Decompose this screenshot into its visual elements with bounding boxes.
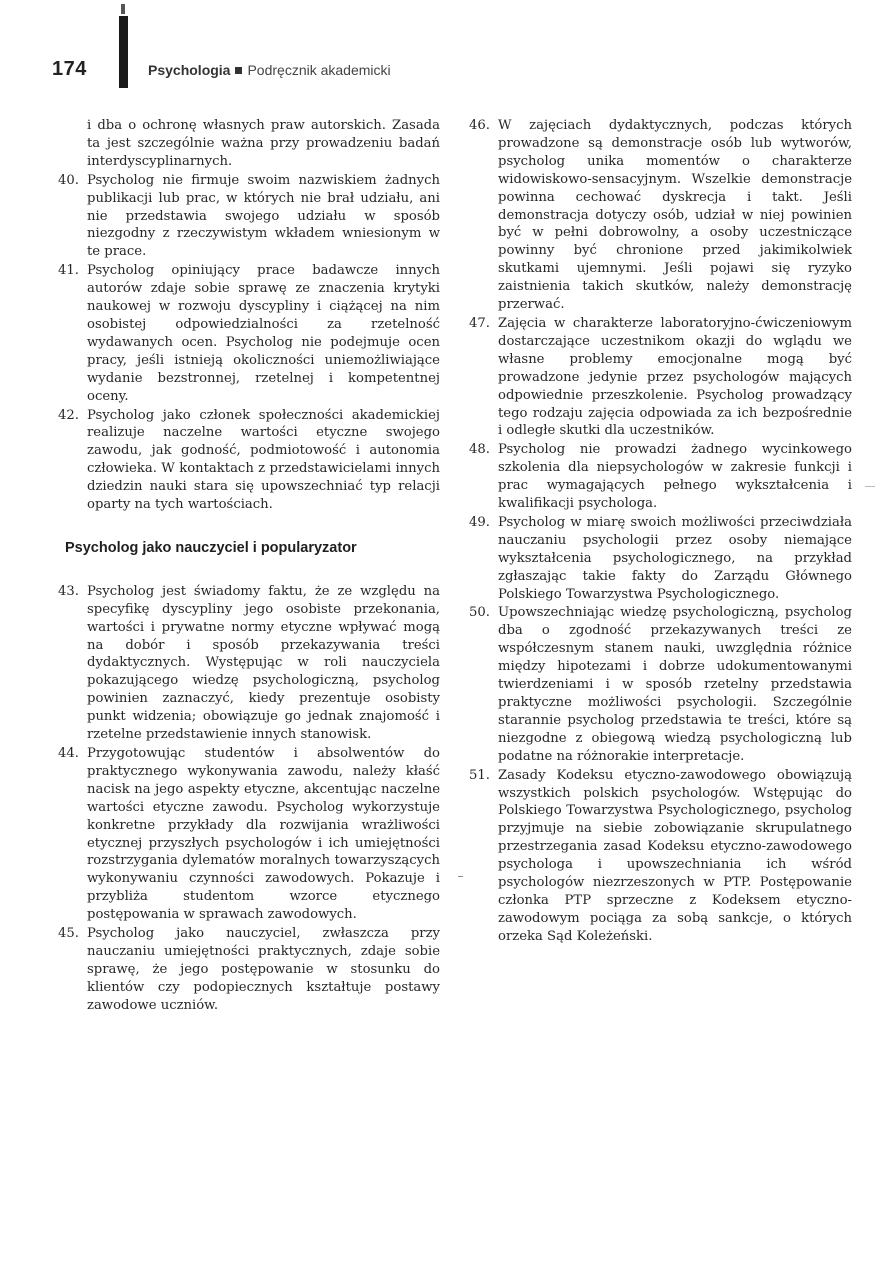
item-text: Psycholog jako członek społeczności akademickiej realizuje naczelne wartości etyczne swojego zawodu, jak godność, podmiotowość i autonomia człowieka. W kontaktach z przedstawicielami innych dziedzin nauki stara się upowszechniać typ relacji oparty na tych wartościach.	[87, 407, 440, 513]
list-item	[469, 767, 852, 946]
item-number: 45.	[58, 926, 79, 942]
item-number: 42.	[58, 407, 79, 423]
item-text: Przygotowując studentów i absolwentów do praktycznego wykonywania zawodu, należy kłaść nacisk na jego aspekty etyczne, akcentując naczelne wartości etyczne zawodu. Psycholog wykorzystuje konkretne przykłady dla rozwijania wrażliwości etycznej przyszłych psychologów i ich umiejętności rozstrzygania dylematów moralnych towarzyszących wykonywaniu czynności zawodowych. Pokazuje i przybliża studentom wzorce etycznego postępowania w sprawach zawodowych.	[87, 746, 440, 923]
item-text: W zajęciach dydaktycznych, podczas których prowadzone są demonstracje osób lub wytworów, psycholog unika momentów o charakterze widowiskowo-sensacyjnym. Wszelkie demonstracje powinna cechować dyskrecja i takt. Jeśli demonstracja dotyczy osób, udział w niej powinien być w pełni dobrowolny, a osoby uczestniczące powinny być chronione przed jakimikolwiek skutkami ujemnymi. Jeśli pojawi się ryzyko zaistnienia takich skutków, należy demonstrację przerwać.	[498, 118, 852, 313]
book-title: Psychologia	[148, 62, 231, 78]
item-number: 47.	[469, 315, 490, 331]
item-number: 51.	[469, 767, 490, 783]
item-number: 49.	[469, 514, 490, 530]
list-item	[469, 117, 852, 314]
item-text: Psycholog nie prowadzi żadnego wycinkowego szkolenia dla niepsychologów w zakresie funkcji i prac wymagających pełnego wykształcenia i kwalifikacji psychologa.	[498, 442, 852, 512]
item-number: 41.	[58, 263, 79, 279]
item-text: Psycholog nie firmuje swoim nazwiskiem żadnych publikacji lub prac, w których nie brał udziału, ani nie przedstawia swojego udziału w sposób niezgodny z rzeczywistym wkładem wniesionym w te prace.	[87, 172, 440, 260]
continuation-paragraph: i dba o ochronę własnych praw autorskich. Zasada ta jest szczególnie ważna przy prowadzeniu badań interdyscyplinarnych.	[87, 118, 440, 169]
item-text: Upowszechniając wiedzę psychologiczną, psycholog dba o zgodność przekazywanych treści ze współczesnym stanem nauki, uwzględnia różnice między hipotezami i dobrze udokumentowanymi twierdzeniami i w sposób rzetelny przedstawia praktyczne możliwości psychologii. Szczególnie starannie psycholog przedstawia te treści, które są niezgodne z obiegową wiedzą psychologiczną lub podatne na różnorakie interpretacje.	[498, 605, 852, 764]
book-subtitle: Podręcznik akademicki	[247, 62, 391, 78]
list-item	[58, 745, 440, 924]
running-title	[148, 62, 391, 78]
scan-artifact	[458, 876, 463, 877]
item-text: Psycholog jest świadomy faktu, że ze względu na specyfikę dyscypliny jego osobiste przekonania, wartości i prywatne normy etyczne wpływać mogą na dobór i sposób przekazywania treści dydaktycznych. Występując w roli nauczyciela pokazującego wiedzę psychologiczną, psycholog powinien zaznaczyć, kiedy prezentuje osobisty punkt widzenia; obowiązuje go jednak znajomość i rzetelne przedstawienie innych stanowisk.	[87, 583, 440, 743]
left-column	[58, 117, 440, 1016]
scan-artifact	[865, 486, 875, 487]
item-text: Zasady Kodeksu etyczno-zawodowego obowiązują wszystkich polskich psychologów. Wstępując do Polskiego Towarzystwa Psychologicznego, psycholog przyjmuje na siebie zobowiązanie skrupulatnego przestrzegania zasad Kodeksu etyczno-zawodowego psychologa i upowszechniania ich wśród psychologów niezrzeszonych w PTP. Postępowanie członka PTP sprzeczne z Kodeksem etyczno-zawodowym pociąga za sobą sankcje, o których orzeka Sąd Koleżeński.	[498, 767, 852, 944]
item-text: Zajęcia w charakterze laboratoryjno-ćwiczeniowym dostarczające uczestnikom okazji do wglądu we własne problemy emocjonalne mogą być prowadzone jedynie przez psychologów mających odpowiednie przeszkolenie. Psycholog prowadzący tego rodzaju zajęcia odpowiada za ich bezpośrednie i odległe skutki dla uczestników.	[498, 315, 852, 439]
item-number: 43.	[58, 583, 79, 599]
item-number: 48.	[469, 442, 490, 458]
item-text: Psycholog w miarę swoich możliwości przeciwdziała nauczaniu psychologii przez osoby niemające wykształcenia psychologicznego, na przykład zgłaszając takie fakty do Zarządu Głównego Polskiego Towarzystwa Psychologicznego.	[498, 514, 852, 602]
header-bar-mark	[121, 4, 125, 14]
list-item	[469, 441, 852, 513]
list-item	[58, 583, 440, 744]
page-number: 174	[52, 58, 87, 80]
running-head	[52, 56, 452, 88]
item-text: Psycholog opiniujący prace badawcze innych autorów zdaje sobie sprawę ze znaczenia krytyki naukowej w rozwoju dyscypliny i ciążącej na nim osobistej odpowiedzialności za rzetelność wydawanych ocen. Psycholog nie podejmuje ocen pracy, jeśli istnieją okoliczności uniemożliwiające wydanie bezstronnej, rzetelnej i kompetentnej oceny.	[87, 263, 440, 404]
item-number: 40.	[58, 172, 79, 188]
item-number: 46.	[469, 118, 490, 133]
item-number: 44.	[58, 746, 79, 761]
separator-square-icon	[235, 67, 242, 74]
list-item	[58, 262, 440, 405]
list-item	[58, 172, 440, 262]
right-column	[469, 117, 852, 947]
list-item	[469, 514, 852, 604]
item-text: Psycholog jako nauczyciel, zwłaszcza przy nauczaniu umiejętności praktycznych, zdaje sobie sprawę, że jego postępowanie w stosunku do klientów czy podopiecznych kształtuje postawy zawodowe uczniów.	[87, 926, 440, 1013]
list-item	[58, 407, 440, 514]
list-item	[469, 315, 852, 440]
list-item	[469, 604, 852, 765]
section-heading: Psycholog jako nauczyciel i popularyzator	[65, 539, 357, 556]
list-item	[58, 925, 440, 1015]
item-number: 50.	[469, 605, 490, 621]
header-bar	[119, 16, 128, 88]
